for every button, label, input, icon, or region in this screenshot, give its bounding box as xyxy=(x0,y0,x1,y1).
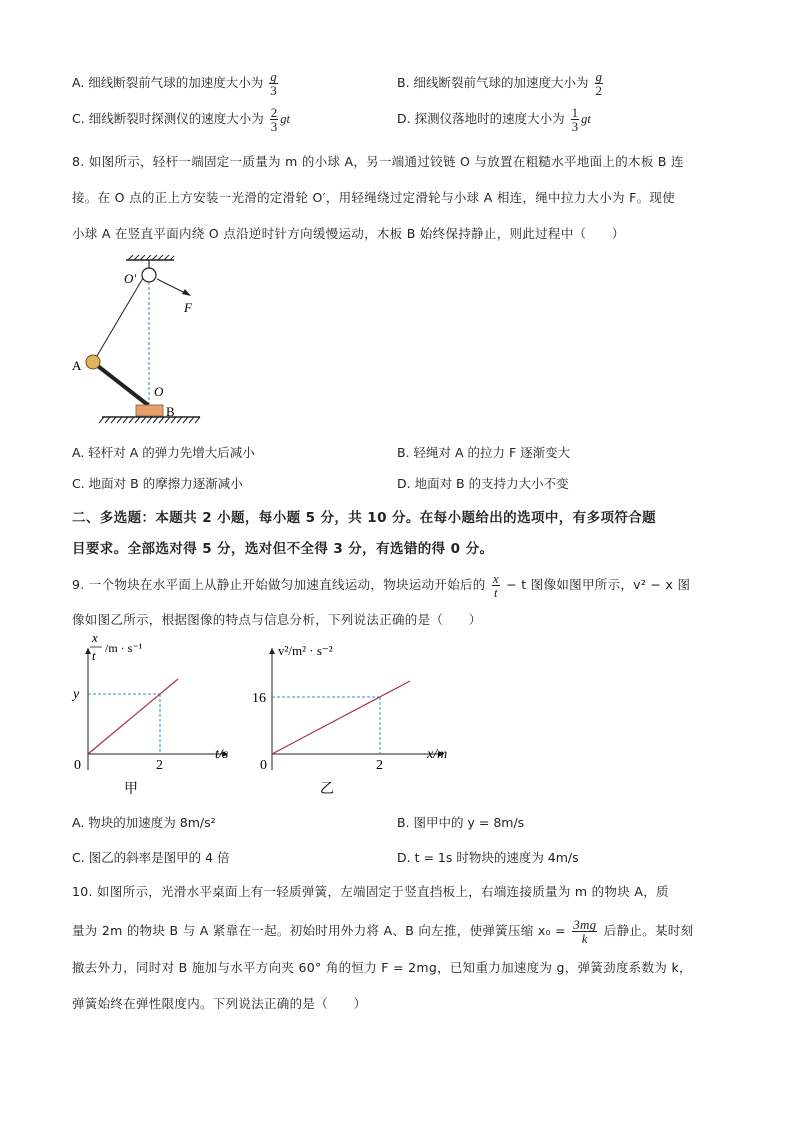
chart-caption: 乙 xyxy=(320,782,334,797)
q7-option-c[interactable] xyxy=(72,106,290,133)
option-text: 细线断裂时探测仪的速度大小为 xyxy=(88,111,264,126)
q9-option-b[interactable]: B. 图甲中的 y = 8m/s xyxy=(397,815,525,830)
pulley-label: O′ xyxy=(124,271,137,286)
q7-option-b[interactable] xyxy=(397,70,605,97)
q10-line-2-start: 量为 2m 的物块 B 与 A 紧靠在一起。初始时用外力将 A、B 向左推，使弹簧压缩 x₀ = xyxy=(72,923,566,938)
option-tail: gt xyxy=(581,112,591,126)
y-axis-label: v²/m² · s⁻² xyxy=(278,643,333,658)
ground-hatch xyxy=(99,417,200,423)
q9-option-c[interactable]: C. 图乙的斜率是图甲的 4 倍 xyxy=(72,850,230,865)
ball-label: A xyxy=(72,358,82,373)
origin-label: 0 xyxy=(74,758,81,773)
ball-icon xyxy=(86,355,100,369)
fraction: $\frac{3mg}{k}$ xyxy=(573,917,597,946)
fraction: $\frac{2}{3}$ xyxy=(270,105,278,134)
pulley-icon xyxy=(142,268,156,282)
q10-line-3: 撤去外力，同时对 B 施加与水平方向夹 60° 角的恒力 F = 2mg，已知重力加速度为 g，弹簧劲度系数为 k， xyxy=(72,960,692,975)
q10-line-4: 弹簧始终在弹性限度内。下列说法正确的是（ ） xyxy=(72,996,367,1011)
q9-line-1 xyxy=(72,572,690,599)
chart-jia xyxy=(70,630,250,800)
q8-option-d[interactable]: D. 地面对 B 的支持力大小不变 xyxy=(397,476,569,491)
q9-option-d[interactable]: D. t = 1s 时物块的速度为 4m/s xyxy=(397,850,579,865)
option-label: B. xyxy=(397,75,410,90)
q8-option-b[interactable]: B. 轻绳对 A 的拉力 F 逐渐变大 xyxy=(397,445,571,460)
fraction: $\frac{g}{3}$ xyxy=(270,69,277,98)
rod xyxy=(94,363,148,405)
option-text: 探测仪落地时的速度大小为 xyxy=(414,111,565,126)
q10-line-2 xyxy=(72,918,693,945)
hinge-label: O xyxy=(154,384,164,399)
force-label: F xyxy=(184,300,192,315)
x-tick-label: 2 xyxy=(156,758,163,773)
force-arrow xyxy=(157,279,187,294)
q9-line-1-end: − t 图像如图甲所示，v² − x 图 xyxy=(506,577,691,592)
section-heading-line-1: 二、多选题：本题共 2 小题，每小题 5 分，共 10 分。在每小题给出的选项中，有多项符合题 xyxy=(72,510,657,526)
fraction: $\frac{x}{t}$ xyxy=(492,571,499,600)
q8-option-a[interactable]: A. 轻杆对 A 的弹力先增大后减小 xyxy=(72,445,255,460)
series-line xyxy=(88,679,178,754)
option-text: 细线断裂前气球的加速度大小为 xyxy=(413,75,589,90)
q8-line-3: 小球 A 在竖直平面内绕 O 点沿逆时针方向缓慢运动，木板 B 始终保持静止，则此过程中（ ） xyxy=(72,226,625,241)
q9-option-a[interactable]: A. 物块的加速度为 8m/s² xyxy=(72,815,216,830)
rope xyxy=(94,278,143,361)
option-label: D. xyxy=(397,111,411,126)
q7-option-d[interactable] xyxy=(397,106,591,133)
option-text: 细线断裂前气球的加速度大小为 xyxy=(88,75,264,90)
chart-caption: 甲 xyxy=(124,782,138,797)
q7-option-a[interactable] xyxy=(72,70,280,97)
section-heading-line-2: 目要求。全部选对得 5 分，选对但不全得 3 分，有选错的得 0 分。 xyxy=(72,541,494,557)
x-axis-label: x/m xyxy=(427,747,448,762)
option-label: A. xyxy=(72,75,85,90)
origin-label: 0 xyxy=(260,758,267,773)
q9-line-2: 像如图乙所示，根据图像的特点与信息分析，下列说法正确的是（ ） xyxy=(72,612,482,627)
y-axis-unit: /m · s⁻¹ xyxy=(105,641,143,655)
q8-line-2: 接。在 O 点的正上方安装一光滑的定滑轮 O′，用轻绳绕过定滑轮与小球 A 相连，绳中拉力大小为 F。现使 xyxy=(72,190,675,205)
q8-line-1: 8. 如图所示，轻杆一端固定一质量为 m 的小球 A，另一端通过铰链 O 与放置在粗糙水平地面上的木板 B 连 xyxy=(72,154,684,169)
chart-yi xyxy=(252,630,462,800)
q10-line-2-end: 后静止。某时刻 xyxy=(603,923,694,938)
series-line xyxy=(272,681,410,754)
q8-figure xyxy=(70,255,210,430)
option-label: C. xyxy=(72,111,85,126)
q8-option-c[interactable]: C. 地面对 B 的摩擦力逐渐减小 xyxy=(72,476,243,491)
fraction: $\frac{g}{2}$ xyxy=(595,69,603,98)
x-axis-label: t/s xyxy=(215,747,229,762)
board-icon xyxy=(136,405,163,416)
option-tail: gt xyxy=(280,112,290,126)
x-tick-label: 2 xyxy=(376,758,383,773)
board-label: B xyxy=(166,404,175,419)
q9-line-1-start: 9. 一个物块在水平面上从静止开始做匀加速直线运动，物块运动开始后的 xyxy=(72,577,486,592)
y-tick-label: 16 xyxy=(252,691,266,706)
q10-line-1: 10. 如图所示，光滑水平桌面上有一轻质弹簧，左端固定于竖直挡板上，右端连接质量为 m 的物块 A，质 xyxy=(72,884,669,899)
arrowhead-icon xyxy=(182,289,191,296)
fraction: $\frac{1}{3}$ xyxy=(571,105,579,134)
y-axis-label-num: x xyxy=(92,630,98,645)
y-tick-label: y xyxy=(73,687,80,702)
y-axis-label-den: t xyxy=(92,648,96,663)
